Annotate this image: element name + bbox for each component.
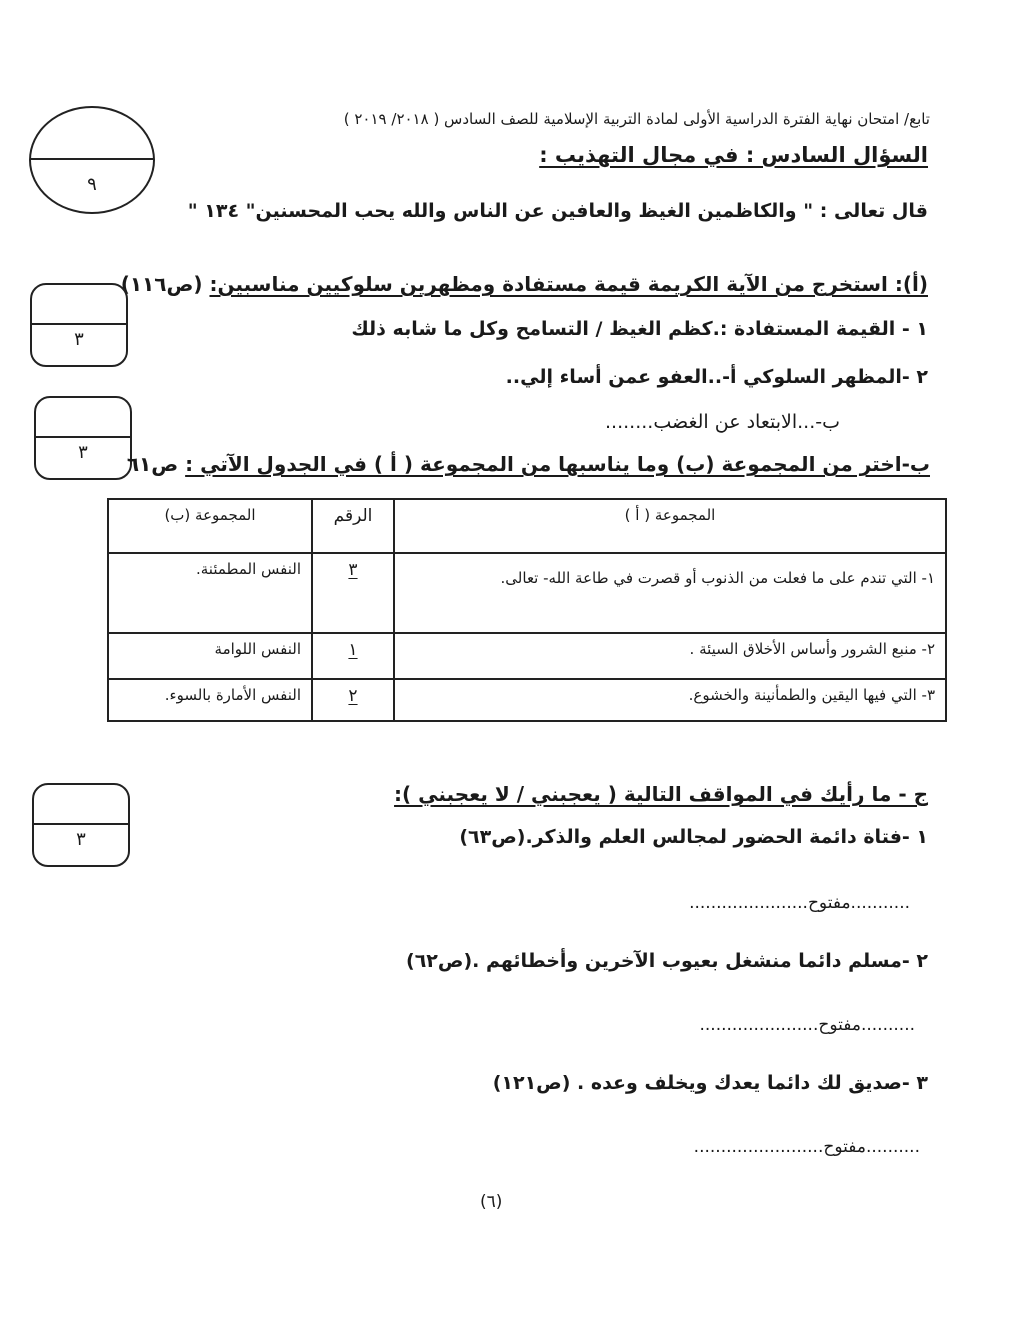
- row-3-group-a: ٣- التي فيها اليقين والطمأنينة والخشوع.: [394, 679, 946, 721]
- score-box-c: [32, 783, 130, 867]
- part-b-page-ref: ص٦١: [126, 452, 179, 476]
- row-3-number: ٢: [348, 686, 358, 706]
- score-box-b: [34, 396, 132, 480]
- part-c-answer-2: ..........مفتوح......................: [699, 1015, 915, 1035]
- part-a-line-1: ١ - القيمة المستفادة :.كظم الغيظ / التسامح وكل ما شابه ذلك: [351, 318, 928, 340]
- row-1-group-b: النفس المطمئنة.: [108, 553, 312, 633]
- row-2-group-b: النفس اللوامة: [108, 633, 312, 679]
- row-3-group-b: النفس الأمارة بالسوء.: [108, 679, 312, 721]
- part-a-page-ref: (ص١١٦): [120, 272, 203, 296]
- verse-line: [188, 200, 928, 222]
- table-row: [108, 633, 946, 679]
- page-number: (٦): [480, 1192, 503, 1212]
- header-group-a: المجموعة ( أ ): [394, 499, 946, 553]
- part-c-item-1: ١ -فتاة دائمة الحضور لمجالس العلم والذكر.(ص٦٣): [459, 826, 928, 848]
- row-1-group-a: ١- التي تندم على ما فعلت من الذنوب أو قصرت في طاعة الله- تعالى.: [394, 553, 946, 633]
- total-score-value: ٩: [87, 174, 97, 195]
- row-1-number: ٣: [348, 560, 358, 580]
- score-box-a-value: ٣: [74, 329, 84, 350]
- verse-intro: قال تعالى :: [819, 200, 928, 222]
- matching-table: [107, 498, 947, 722]
- table-row: [108, 553, 946, 633]
- part-c-item-2: ٢ -مسلم دائما منشغل بعيوب الآخرين وأخطائهم .(ص٦٢): [406, 950, 928, 972]
- exam-header: تابع/ امتحان نهاية الفترة الدراسية الأولى لمادة التربية الإسلامية للصف السادس ( ٢٠١٨/ ٢٠١٩ ): [343, 110, 930, 128]
- score-box-c-value: ٣: [76, 829, 86, 850]
- part-b-label: ب-اختر من المجموعة (ب) وما يناسبها من المجموعة ( أ ) في الجدول الآتي :: [185, 452, 930, 476]
- part-a-line-2: ٢ -المظهر السلوكي أ-..العفو عمن أساء إلي..: [505, 366, 928, 388]
- total-score-circle: [29, 106, 155, 214]
- part-a-heading: [121, 272, 928, 296]
- part-c-answer-1: ...........مفتوح......................: [689, 893, 910, 913]
- header-number: الرقم: [312, 499, 394, 553]
- part-b-heading: [127, 452, 930, 476]
- header-group-b: المجموعة (ب): [108, 499, 312, 553]
- verse-text: " والكاظمين الغيظ والعافين عن الناس والله يحب المحسنين" ١٣٤ ": [187, 200, 814, 222]
- part-c-label: ج - ما رأيك في المواقف التالية ( يعجبني / لا يعجبني ):: [394, 782, 928, 806]
- score-box-b-value: ٣: [78, 442, 88, 463]
- score-box-a: [30, 283, 128, 367]
- row-2-number: ١: [348, 640, 358, 660]
- table-header-row: [108, 499, 946, 553]
- row-2-group-a: ٢- منبع الشرور وأساس الأخلاق السيئة .: [394, 633, 946, 679]
- part-c-answer-3: ..........مفتوح........................: [693, 1137, 920, 1157]
- part-a-line-3: ب-...الابتعاد عن الغضب........: [605, 411, 840, 433]
- part-c-item-3: ٣ -صديق لك دائما يعدك ويخلف وعده . (ص١٢١): [492, 1072, 928, 1094]
- part-a-label: (أ): استخرج من الآية الكريمة قيمة مستفادة ومظهرين سلوكيين مناسبين:: [209, 272, 928, 296]
- question-title: السؤال السادس : في مجال التهذيب :: [539, 143, 928, 167]
- table-row: [108, 679, 946, 721]
